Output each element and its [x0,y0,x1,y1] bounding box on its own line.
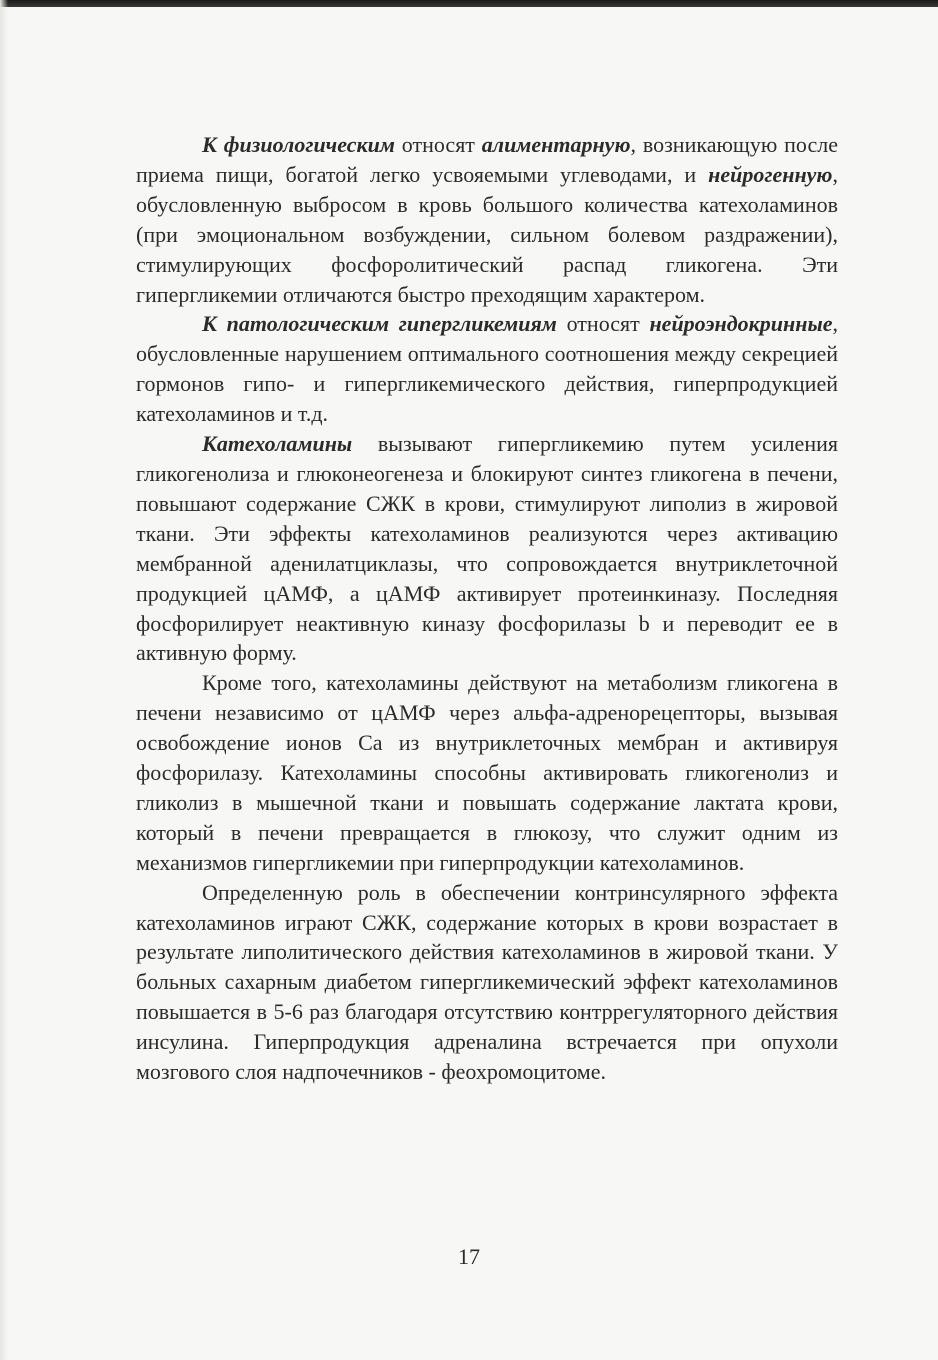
paragraph-camp-independent [136,668,838,877]
paragraph-pathological [136,309,838,429]
scan-top-edge [0,0,938,7]
text-run: относят [394,132,482,157]
text-run: Определенную роль в обеспечении контринсулярного эффекта катехоламинов играют СЖК, содержание которых в крови возрастает в результате липолитического действия катехоламинов в жировой ткани. У больных сахарным диабетом гипергликемический эффект катехоламинов повышается в 5-6 раз благодаря отсутствию контррегуляторного действия инсулина. Гиперпродукция адреналина встречается при опухоли мозгового слоя надпочечников - феохромоцитоме. [136,879,838,1085]
paragraph-physiological [136,130,838,309]
text-run: Кроме того, катехоламины действуют на метаболизм гликогена в печени независимо от цАМФ через альфа-адренорецепторы, вызывая освобождение ионов Са из внутриклеточных мембран и активируя фосфорилазу. Катехоламины способны активировать гликогенолиз и гликолиз в мышечной ткани и повышать содержание лактата крови, который в печени превращается в глюкозу, что служит одним из механизмов гипергликемии при гиперпродукции катехоламинов. [136,670,838,875]
text-run: , обусловленную выбросом в кровь большого количества катехоламинов (при эмоциональном возбуждении, сильном болевом раздражении), стимулирующих фосфоролитический распад гликогена. Эти гипергликемии отличаются быстро преходящим характером. [136,161,838,307]
term-pathological: К патологическим гипергликемиям [202,311,557,337]
scan-left-shadow [0,0,8,1360]
term-neuroendocrine: нейроэндокринные [649,311,833,337]
page-number: 17 [458,1244,480,1269]
term-physiological: К физиологическим [202,132,395,157]
term-catecholamines: Катехоламины [202,431,353,457]
paragraph-ffa-role [136,878,838,1087]
paragraph-catecholamines [136,429,838,668]
text-run: вызывают гипергликемию путем усиления гликогенолиза и глюконеогенеза и блокируют синтез гликогена в печени, повышают содержание СЖК в крови, стимулируют липолиз в жировой ткани. Эти эффекты катехоламинов реализуются через активацию мембранной аденилатциклазы, что сопровождается внутриклеточной продукцией цАМФ, а цАМФ активирует протеинкиназу. Последняя фосфорилирует неактивную киназу фосфорилазы b и переводит ее в активную форму. [136,431,838,666]
text-run: , обусловленные нарушением оптимального соотношения между секрецией гормонов гипо- и гипергликемического действия, гиперпродукцией катехоламинов и т.д. [136,311,838,427]
term-alimentary: алиментарную [481,132,631,157]
text-run: относят [556,311,650,337]
term-neurogenic: нейрогенную [708,161,833,187]
page-body [136,130,838,1087]
text-run: , возникающую после приема пищи, богатой легко усвояемыми углеводами, и [136,132,838,187]
